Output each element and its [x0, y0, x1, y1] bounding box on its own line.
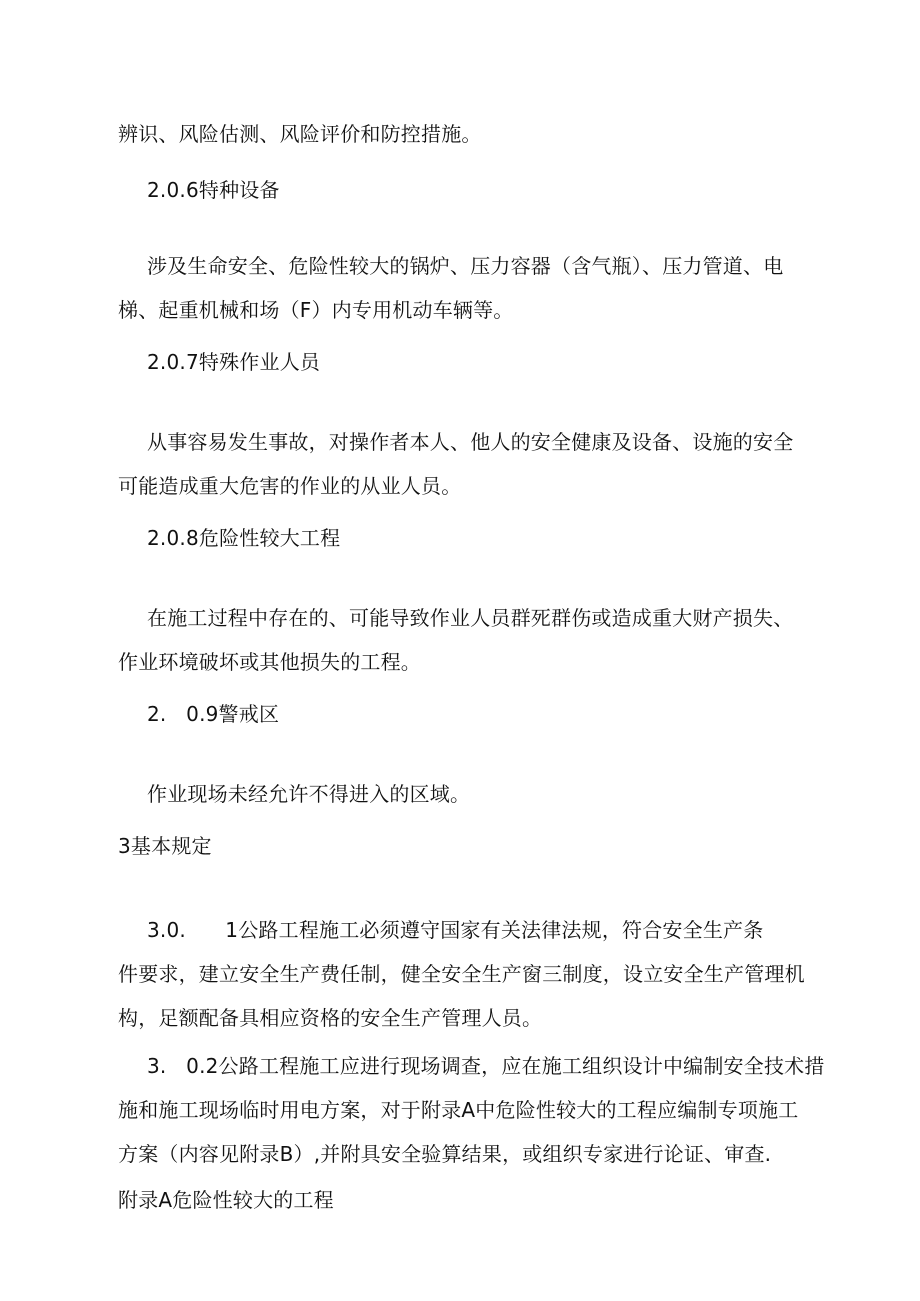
section-heading-2-0-8: 2.0.8危险性较大工程: [147, 526, 341, 550]
text-line-16: 构，足额配备具相应资格的安全生产管理人员。: [118, 1006, 543, 1030]
section-heading-2-0-6: 2.0.6特种设备: [147, 178, 280, 202]
text-line-14: 3.0. 1公路工程施工必须遵守国家有关法律法规，符合安全生产条: [147, 918, 764, 942]
text-line-19: 方案（内容见附录B）,并附具安全验算结果，或组织专家进行论证、审查.: [118, 1142, 772, 1166]
text-line-15: 件要求，建立安全生产费任制，健全安全生产窗三制度，设立安全生产管理机: [118, 962, 805, 986]
text-line-7: 可能造成重大危害的作业的从业人员。: [118, 474, 462, 498]
text-line-17: 3. 0.2公路工程施工应进行现场调查，应在施工组织设计中编制安全技术措: [147, 1054, 825, 1078]
section-heading-2-0-9: 2. 0.9警戒区: [147, 702, 280, 726]
appendix-heading: 附录A危险性较大的工程: [118, 1188, 334, 1212]
text-line-12: 作业现场未经允许不得进入的区域。: [147, 782, 471, 806]
chapter-heading-3: 3基本规定: [118, 834, 212, 858]
text-line-18: 施和施工现场临时用电方案，对于附录A中危险性较大的工程应编制专项施工: [118, 1098, 799, 1122]
text-line-9: 在施工过程中存在的、可能导致作业人员群死群伤或造成重大财产损失、: [147, 606, 794, 630]
text-line-1: 辨识、风险估测、风险评价和防控措施。: [118, 122, 482, 146]
text-line-4: 梯、起重机械和场（F）内专用机动车辆等。: [118, 298, 514, 322]
text-line-6: 从事容易发生事故，对操作者本人、他人的安全健康及设备、设施的安全: [147, 430, 794, 454]
section-heading-2-0-7: 2.0.7特殊作业人员: [147, 350, 321, 374]
text-line-3: 涉及生命安全、危险性较大的锅炉、压力容器（含气瓶）、压力管道、电: [147, 254, 784, 278]
text-line-10: 作业环境破坏或其他损失的工程。: [118, 650, 421, 674]
